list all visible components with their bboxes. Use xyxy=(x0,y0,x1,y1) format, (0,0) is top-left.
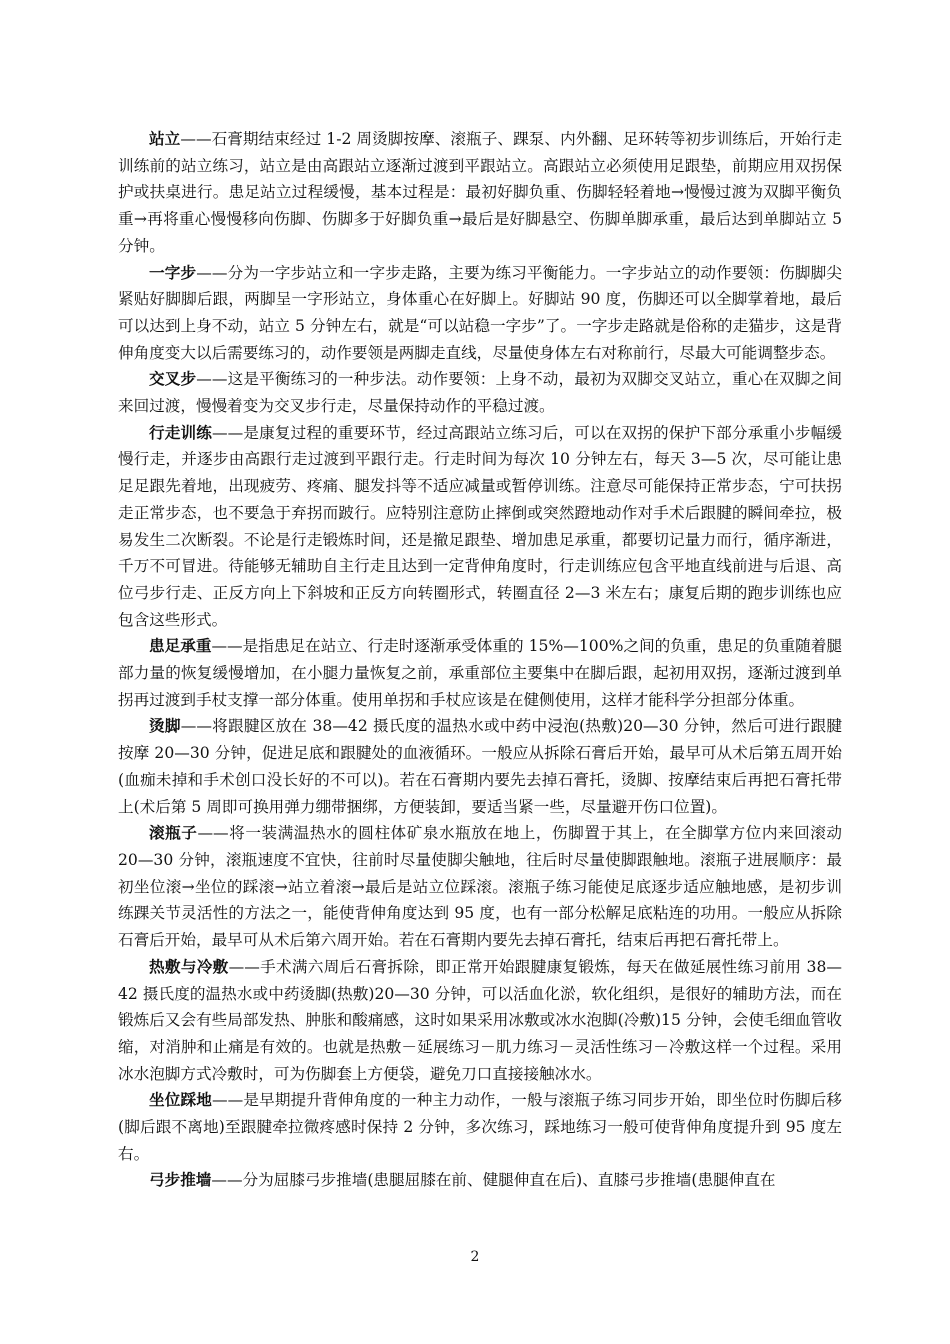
term-heading: 交叉步 xyxy=(149,369,197,389)
paragraph-standing xyxy=(118,126,842,260)
term-heading: 坐位踩地 xyxy=(149,1090,213,1110)
paragraph-text: ——这是平衡练习的一种步法。动作要领：上身不动，最初为双脚交叉站立，重心在双脚之间来回过渡，慢慢着变为交叉步行走，尽量保持动作的平稳过渡。 xyxy=(118,370,842,416)
paragraph-text: ——是早期提升背伸角度的一种主力动作，一般与滚瓶子练习同步开始，即坐位时伤脚后移(脚后跟不离地)至跟腱牵拉微疼感时保持 2 分钟，多次练习，踩地练习一般可使背伸角度提升到 95 度左右。 xyxy=(118,1091,842,1163)
term-heading: 热敷与冷敷 xyxy=(149,956,229,976)
paragraph-text: ——石膏期结束经过 1-2 周烫脚按摩、滚瓶子、踝泵、内外翻、足环转等初步训练后，开始行走训练前的站立练习，站立是由高跟站立逐渐过渡到平跟站立。高跟站立必须使用足跟垫，前期应用双拐保护或扶桌进行。患足站立过程缓慢，基本过程是：最初好脚负重、伤脚轻轻着地→慢慢过渡为双脚平衡负重→再将重心慢慢移向伤脚、伤脚多于好脚负重→最后是好脚悬空、伤脚单脚承重，最后达到单脚站立 5 分钟。 xyxy=(118,130,842,255)
paragraph-text: ——分为屈膝弓步推墙(患腿屈膝在前、健腿伸直在后)、直膝弓步推墙(患腿伸直在 xyxy=(211,1171,776,1190)
term-heading: 一字步 xyxy=(149,262,197,282)
paragraph-lunge-wall-push xyxy=(118,1167,842,1194)
term-heading: 站立 xyxy=(149,129,181,148)
paragraph-text: ——是康复过程的重要环节，经过高跟站立练习后，可以在双拐的保护下部分承重小步幅缓慢行走，并逐步由高跟行走过渡到平跟行走。行走时间为每次 10 分钟左右，每天 3—5 次，尽可能让患足足跟先着地，出现疲劳、疼痛、腿发抖等不适应减量或暂停训练。注意尽可能保持正常步态，宁可扶拐走正常步态，也不要急于弃拐而跛行。应特别注意防止摔倒或突然蹬地动作对手术后跟腱的瞬间牵拉，极易发生二次断裂。不论是行走锻炼时间，还是撤足跟垫、增加患足承重，都要切记量力而行，循序渐进，千万不可冒进。待能够无辅助自主行走且达到一定背伸角度时，行走训练应包含平地直线前进与后退、高位弓步行走、正反方向上下斜坡和正反方向转圈形式，转圈直径 2—3 米左右；康复后期的跑步训练也应包含这些形式。 xyxy=(118,423,842,629)
paragraph-text: ——将一装满温热水的圆柱体矿泉水瓶放在地上，伤脚置于其上，在全脚掌方位内来回滚动 20—30 分钟，滚瓶速度不宜快，往前时尽量使脚尖触地，往后时尽量使脚跟触地。滚瓶子进展顺序：最初坐位滚→坐位的踩滚→站立着滚→最后是站立位踩滚。滚瓶子练习能使足底逐步适应触地感，是初步训练踝关节灵活性的方法之一，能使背伸角度达到 95 度，也有一部分松解足底粘连的功用。一般应从拆除石膏后开始，最早可从术后第六周开始。若在石膏期内要先去掉石膏托，结束后再把石膏托带上。 xyxy=(118,824,842,950)
paragraph-walking-training xyxy=(118,420,842,634)
paragraph-text: ——是指患足在站立、行走时逐渐承受体重的 15%—100%之间的负重，患足的负重随着腿部力量的恢复缓慢增加，在小腿力量恢复之前，承重部位主要集中在脚后跟，起初用双拐，逐渐过渡到单拐再过渡到手杖支撑一部分体重。使用单拐和手杖应该是在健侧使用，这样才能科学分担部分体重。 xyxy=(118,637,842,709)
paragraph-text: ——分为一字步站立和一字步走路，主要为练习平衡能力。一字步站立的动作要领：伤脚脚尖紧贴好脚脚后跟，两脚呈一字形站立，身体重心在好脚上。好脚站 90 度，伤脚还可以全脚掌着地，最后可以达到上身不动，站立 5 分钟左右，就是“可以站稳一字步”了。一字步走路就是俗称的走猫步，这是背伸角度变大以后需要练习的，动作要领是两脚走直线，尽量使身体左右对称前行，尽最大可能调整步态。 xyxy=(118,263,842,362)
paragraph-hot-cold-compress xyxy=(118,954,842,1088)
document-body xyxy=(118,126,842,1194)
term-heading: 滚瓶子 xyxy=(149,823,198,843)
term-heading: 行走训练 xyxy=(149,422,213,442)
paragraph-seated-floor-press xyxy=(118,1087,842,1167)
paragraph-bottle-rolling xyxy=(118,820,842,954)
paragraph-one-line-step xyxy=(118,260,842,367)
term-heading: 弓步推墙 xyxy=(149,1170,212,1190)
paragraph-text: ——将跟腱区放在 38—42 摄氏度的温热水或中药中浸泡(热敷)20—30 分钟，然后可进行跟腱按摩 20—30 分钟，促进足底和跟腱处的血液循环。一般应从拆除石膏后开始，最早可从术后第五周开始(血痂未掉和手术创口没长好的不可以)。若在石膏期内要先去掉石膏托，烫脚、按摩结束后再把石膏托带上(术后第 5 周即可换用弹力绷带捆绑，方便装卸，要适当紧一些，尽量避开伤口位置)。 xyxy=(118,717,842,816)
term-heading: 患足承重 xyxy=(149,636,212,656)
page-number: 2 xyxy=(470,1249,480,1265)
paragraph-cross-step xyxy=(118,366,842,419)
term-heading: 烫脚 xyxy=(149,716,181,736)
paragraph-text: ——手术满六周后石膏拆除，即正常开始跟腱康复锻炼，每天在做延展性练习前用 38—42 摄氏度的温热水或中药烫脚(热敷)20—30 分钟，可以活血化淤，软化组织，是很好的辅助方法，而在锻炼后又会有些局部发热、肿胀和酸痛感，这时如果采用冰敷或冰水泡脚(冷敷)15 分钟，会使毛细血管收缩，对消肿和止痛是有效的。也就是热敷－延展练习－肌力练习－灵活性练习－冷敷这样一个过程。采用冰水泡脚方式冷敷时，可为伤脚套上方便袋，避免刀口直接接触冰水。 xyxy=(118,957,842,1083)
paragraph-weight-bearing xyxy=(118,633,842,713)
paragraph-foot-soak xyxy=(118,713,842,820)
